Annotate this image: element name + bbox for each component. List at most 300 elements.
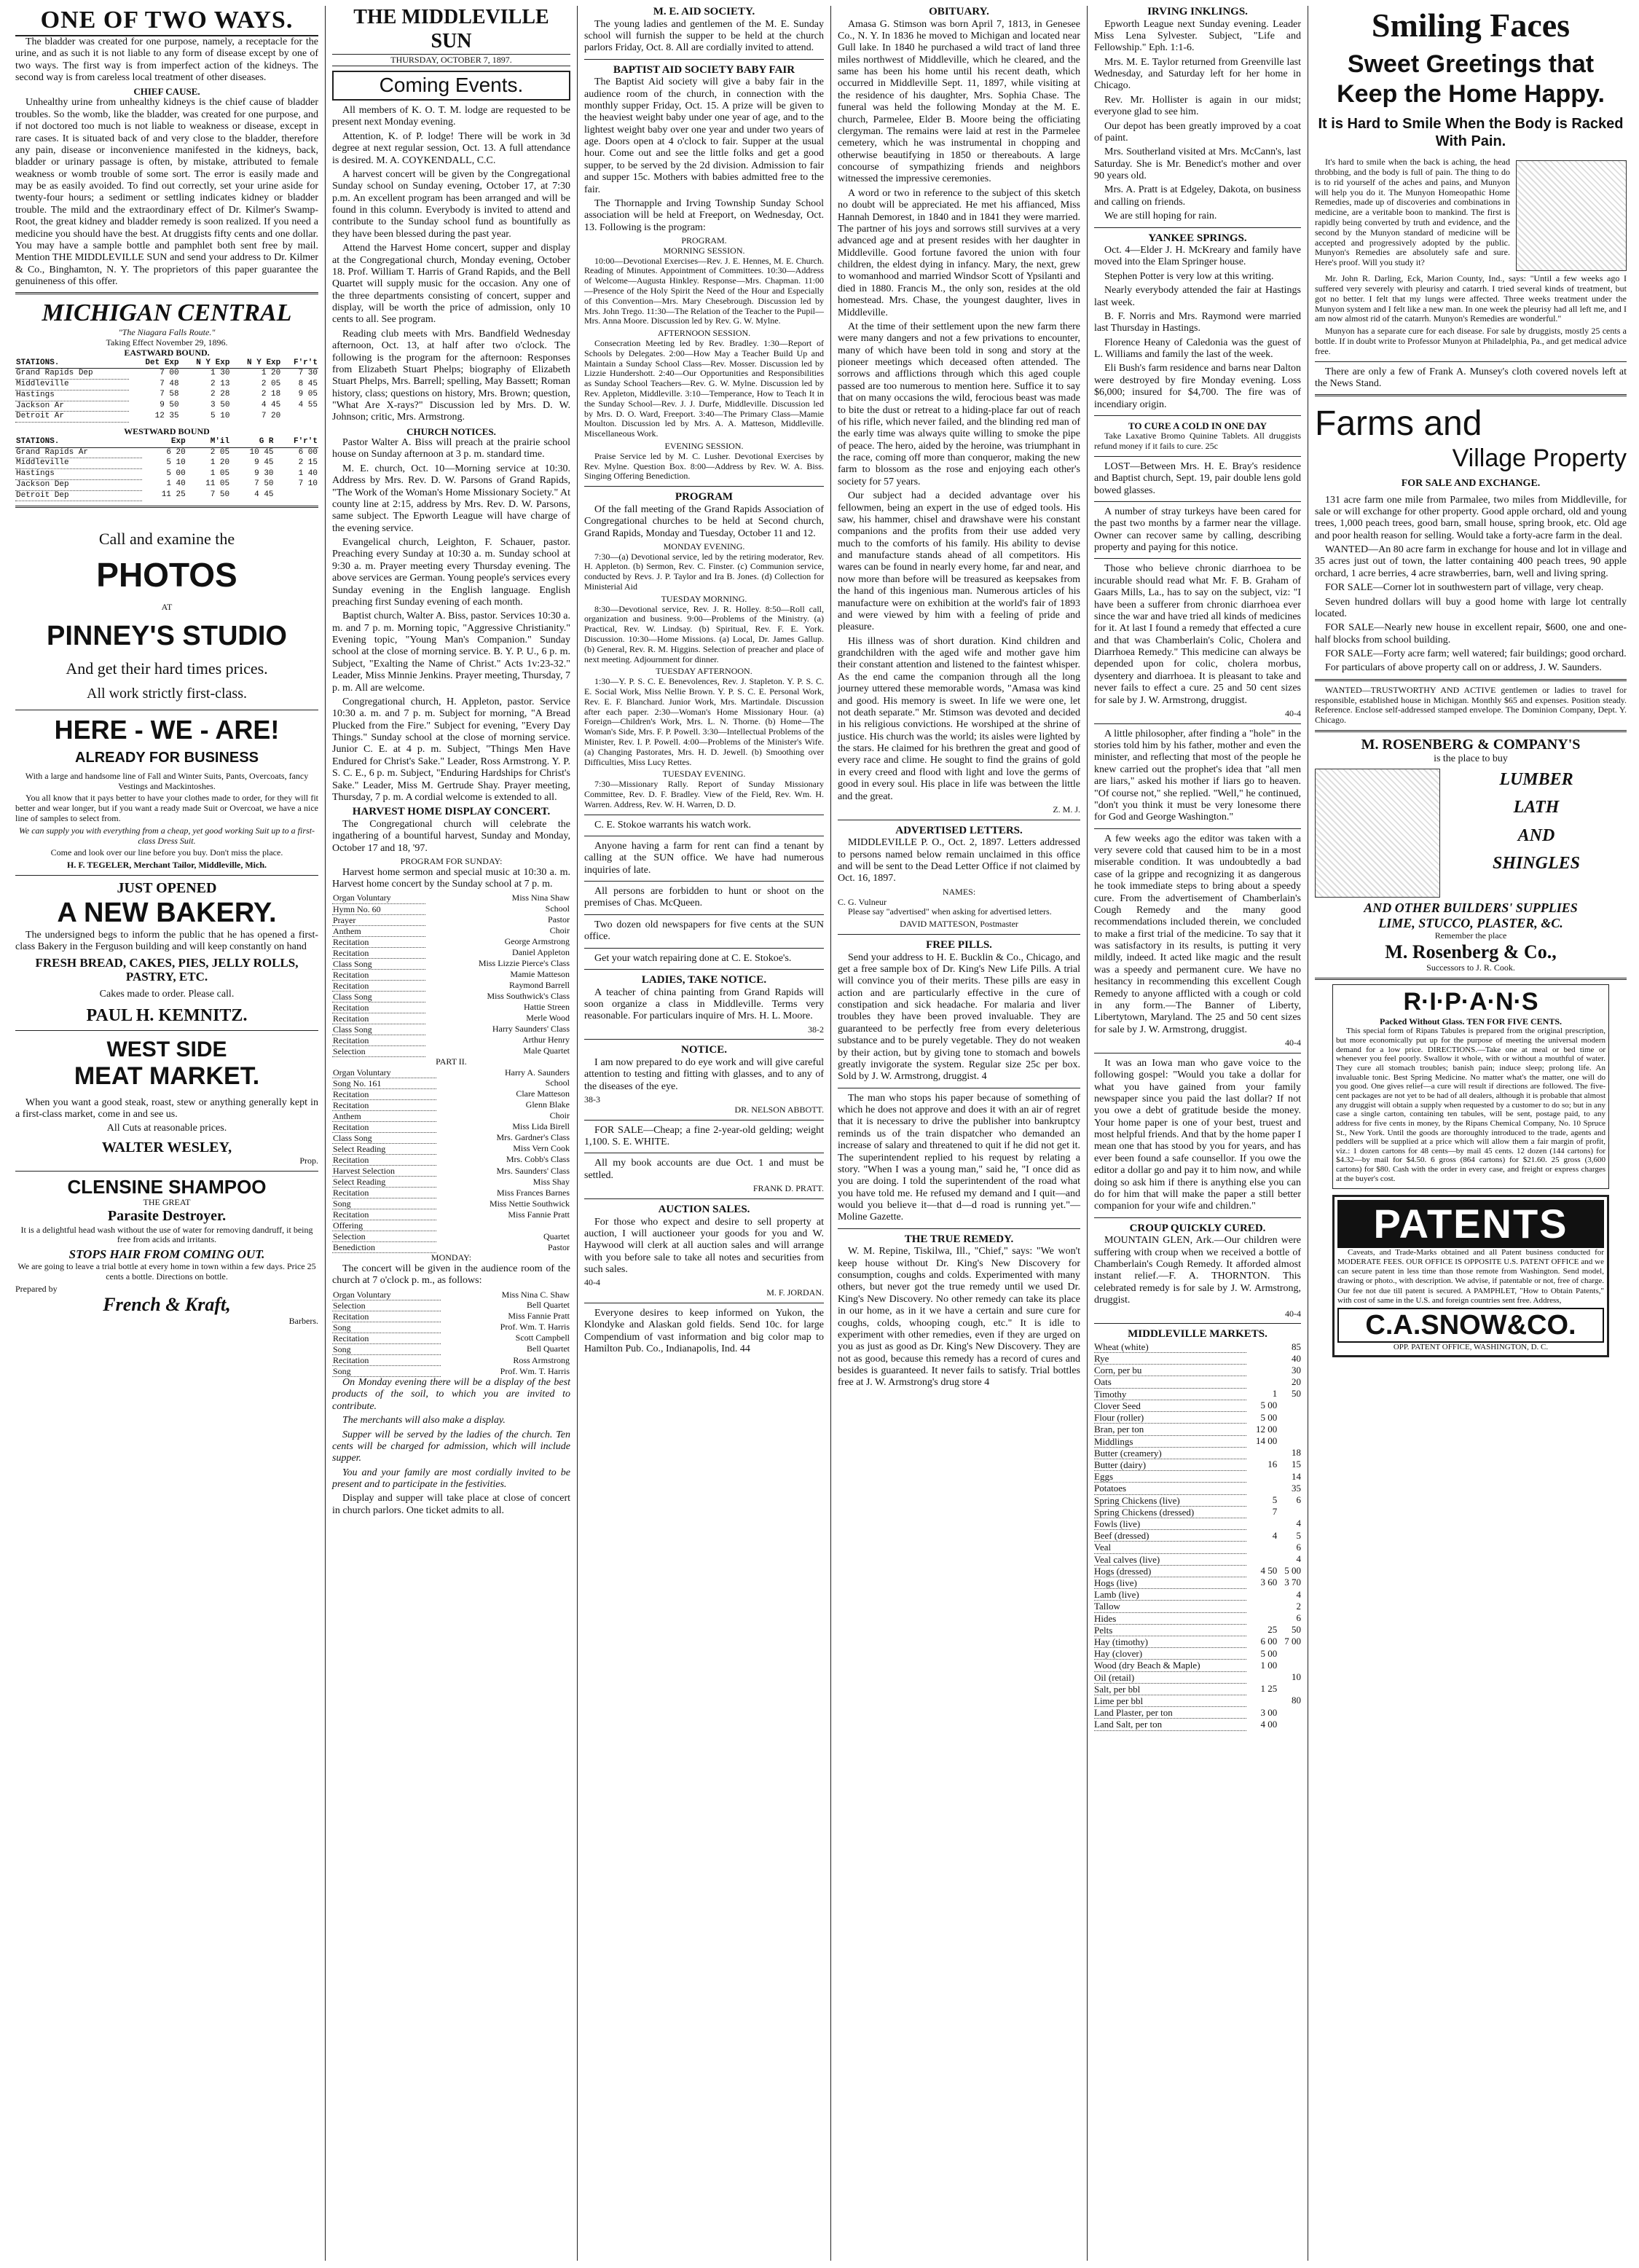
program-row xyxy=(332,914,570,925)
table-cell xyxy=(1277,1660,1301,1671)
subheading: PROGRAM. xyxy=(681,235,727,246)
table-cell: 1 00 xyxy=(1260,1659,1278,1671)
paragraph: A few weeks ago the editor was taken with a very severe cold that caused him to be in a most miserable condition. It was undoubtedly a bad case of la grippe and recognizing it as dangerous he took immediate steps to bring about a speedy cure. From the advertisement of Chamberlain's Cough Remedy and the many good recommendations included therein, we concluded to make a first trial of the medicine. To say that it was satisfactory in its results, is putting it very mildly, indeed. It acted like magic and the result was a speedy and permanent cure. We have no hesitancy in recommending this excellent Cough Remedy to anyone afflicted with a cough or cold in any form.—The Banner of Liberty, Libertytown, Maryland. The 25 and 50 cent sizes for sale by J. W. Armstrong, druggist. xyxy=(1094,833,1301,1035)
photo-ad-headline: PHOTOS xyxy=(96,556,237,595)
paragraph: The Thornapple and Irving Township Sunday School association will be held at Freeport, on Wednesday, Oct. 13. Following is the program: xyxy=(584,197,824,233)
table-cell: Hay (timothy) xyxy=(1094,1636,1246,1647)
shampoo-prepared: Prepared by xyxy=(15,1283,58,1294)
table-cell: 7 48 xyxy=(160,379,179,388)
paragraph: Our depot has been greatly improved by a coat of paint. xyxy=(1094,120,1301,144)
program-row xyxy=(332,1198,570,1209)
table-cell: Organ Voluntary xyxy=(332,1067,436,1078)
program-row xyxy=(332,1333,570,1343)
lumber-note: Remember the place xyxy=(1434,930,1507,941)
table-cell: Lamb (live) xyxy=(1094,1589,1246,1601)
table-cell: Mrs. Cobb's Class xyxy=(506,1154,570,1165)
subheading: CHURCH NOTICES. xyxy=(406,425,496,437)
paragraph: There are only a few of Frank A. Munsey's cloth covered novels left at the News Stand. xyxy=(1315,366,1627,389)
table-cell: 4 xyxy=(1296,1588,1301,1600)
table-cell: 5 00 xyxy=(1260,1400,1278,1411)
paragraph: M. E. church, Oct. 10—Morning service at 10:30. Address by Mrs. Rev. D. W. Parsons of Grand Rapids, "The Work of the Woman's Home Missionary Society." At county line at 2:15, address by Mrs. Rev. D. W. Parsons, same subject. The Epworth League will have charge of the evening service. xyxy=(332,463,570,534)
tailor-headline: HERE - WE - ARE! xyxy=(54,715,280,745)
table-cell: 25 xyxy=(1267,1624,1278,1636)
table-cell xyxy=(1246,1471,1277,1483)
program-row xyxy=(332,1002,570,1013)
shampoo-kicker: THE GREAT xyxy=(143,1197,191,1208)
tailor-signature: H. F. TEGELER, Merchant Tailor, Middleville, Mich. xyxy=(66,860,267,871)
subheading: TUESDAY AFTERNOON. xyxy=(656,666,752,677)
subheading: AUCTION SALES. xyxy=(658,1204,750,1216)
lumber-item: AND xyxy=(1517,825,1555,845)
column-1 xyxy=(9,6,325,2261)
table-cell: Butter (creamery) xyxy=(1094,1447,1246,1459)
market-owner: WALTER WESLEY, xyxy=(101,1139,232,1155)
table-cell xyxy=(1246,1365,1277,1376)
table-cell: Recitation xyxy=(332,1121,436,1132)
table-cell xyxy=(1246,1612,1277,1624)
paragraph: The concert will be given in the audience room of the church at 7 o'clock p. m., as follows: xyxy=(332,1263,570,1287)
table-cell xyxy=(1246,1376,1277,1388)
table-cell xyxy=(1246,1671,1277,1683)
shampoo-tagline: STOPS HAIR FROM COMING OUT. xyxy=(68,1247,265,1262)
market-row xyxy=(1094,1695,1301,1706)
paragraph: Eli Bush's farm residence and barns near Dalton were destroyed by fire Monday evening. Loss $6,000; insured for $4,700. The fire was of incendiary origin. xyxy=(1094,363,1301,410)
subheading: TUESDAY MORNING. xyxy=(661,593,747,604)
table-cell: Song xyxy=(332,1343,441,1354)
paragraph: It is a delightful head wash without the use of water for removing dandruff, it being free from acids and irritants. xyxy=(20,1224,313,1245)
table-cell xyxy=(1246,1341,1277,1353)
notice-code: 38-3 xyxy=(584,1094,600,1105)
paragraph: Everyone desires to keep informed on Yukon, the Klondyke and Alaskan gold fields. Send 10c. for large Compendium of vast information and big color map to Hamilton Pub. Co., Indianapolis, Ind. 44 xyxy=(584,1308,824,1355)
column-header: N Y Exp xyxy=(180,358,231,369)
table-cell: 5 00 xyxy=(1284,1565,1301,1577)
table-cell xyxy=(1246,1589,1277,1601)
paragraph: All members of K. O. T. M. lodge are requested to be present next Monday evening. xyxy=(332,105,570,128)
paragraph: Oct. 4—Elder J. H. McKreary and family have moved into the Elam Springer house. xyxy=(1094,245,1301,268)
table-cell: 6 00 xyxy=(1260,1636,1278,1647)
program-row xyxy=(332,903,570,914)
notice-code: 38-2 xyxy=(808,1024,824,1035)
program-row xyxy=(332,1035,570,1045)
table-cell: Beef (dressed) xyxy=(1094,1530,1246,1542)
paragraph: Our subject had a decided advantage over his fellowmen, being an expert in the use of edged tools. His saw, his hammer, chisel and drawshave were his constant companions and the profits from their use added very much to the comforts of his family. His ability to devise and manufacture stands ahead of all competitors. His wares can be found in nearly every home, far and near, and now more than before will be treasured as keepsakes from the hand of this ingenious man. Numerous articles of his manufacture were on exhibition at the world's fair of 1893 and were viewed by him with a feeling of pride and pleasure. xyxy=(838,490,1080,633)
paragraph: When you want a good steak, roast, stew or anything generally kept in a first-class market, come in and see us. xyxy=(15,1096,318,1121)
paragraph: On Monday evening there will be a display of the best products of the soil, to which you are invited to contribute. xyxy=(332,1377,570,1412)
paragraph: We can supply you with everything from a cheap, yet good working Suit up to a first-class Dress Suit. xyxy=(18,825,315,846)
table-cell: 30 xyxy=(1292,1364,1301,1376)
paragraph: The bladder was created for one purpose, namely, a receptacle for the urine, and as such it is not liable to any form of disease except by one of two ways. The first way is from imperfect action of the kidneys. The second way is from careless local treatment of other diseases. xyxy=(15,36,318,83)
table-cell: Timothy xyxy=(1094,1388,1246,1400)
table-cell: Miss Fannie Pratt xyxy=(508,1209,570,1220)
program-row xyxy=(332,1322,570,1333)
paragraph: We are still hoping for rain. xyxy=(1104,211,1217,222)
program-row xyxy=(332,925,570,936)
paragraph: Reading club meets with Mrs. Bandfield Wednesday afternoon, Oct. 13, at half after two o'clock. The following is the program for the afternoon: Responses from Elizabeth Stuart Phelps; biography of Elizabeth Stuart Phelps, Mrs. Barrell; spelling, May Bassett; Roman history, class; questions on history, Mrs. Brown; question, "What Are X-rays?" Discussion led by Mrs. D. W. Johnson; critic, Mrs. Armstrong. xyxy=(332,328,570,423)
signature: Z. M. J. xyxy=(1053,804,1080,815)
table-cell: Harvest Selection xyxy=(332,1166,436,1177)
table-cell: 7 30 xyxy=(298,369,318,378)
program-row xyxy=(332,1078,570,1088)
table-cell: 16 xyxy=(1267,1459,1278,1470)
timetable-row xyxy=(15,380,318,391)
table-cell: 7 10 xyxy=(298,479,318,489)
paragraph: Mr. John R. Darling, Eck, Marion County, Ind., says: "Until a few weeks ago I suffered very severely with pleurisy and catarrh. I tried several kinds of treatment, but got no better. I felt that my lungs were affected. Three weeks treatment under the Munyon system and I felt like a new man. In one week the pleurisy had all left me, and I am now almost rid of the catarrh. Munyon's Remedies are wonderful." xyxy=(1315,273,1627,324)
market-row xyxy=(1094,1459,1301,1470)
masthead: THE MIDDLEVILLE SUN xyxy=(353,6,549,52)
table-cell: 4 45 xyxy=(261,401,281,410)
program-row xyxy=(332,969,570,980)
program-row xyxy=(332,1209,570,1220)
paragraph: All persons are forbidden to hunt or shoot on the premises of Chas. McQueen. xyxy=(584,886,824,909)
table-cell: 14 xyxy=(1292,1470,1301,1482)
paragraph: The man who stops his paper because of something of which he does not approve and does it with an air of regret that it is necessary to drive the publisher into bankruptcy reminds us of the train dispatcher who demanded an increase of salary and threatened to quit if he did not get it. The superintendent replied to his request by relating a story. "When I was a young man," said he, "I once did as you are doing. I told the superintendent of the road what you have told me. He refused my demand and I quit—and would you believe it—that d—d road is running yet."—Moline Gazette. xyxy=(838,1092,1080,1223)
lumber-item: LATH xyxy=(1513,798,1560,817)
subheading: ADVERTISED LETTERS. xyxy=(895,824,1023,836)
railroad-subtitle: "The Niagara Falls Route." xyxy=(118,327,216,338)
lumber-supplies: LIME, STUCCO, PLASTER, &C. xyxy=(1378,915,1563,930)
table-cell: 5 10 xyxy=(166,458,186,467)
table-cell xyxy=(1246,1447,1277,1459)
table-cell: 1 20 xyxy=(210,458,230,467)
table-cell: 4 00 xyxy=(1260,1718,1278,1730)
table-cell: 9 45 xyxy=(254,458,274,467)
section-title: Coming Events. xyxy=(332,71,570,101)
table-cell: Class Song xyxy=(332,991,425,1002)
table-cell: Recitation xyxy=(332,969,425,980)
paragraph: A harvest concert will be given by the Congregational Sunday school on Sunday evening, October 17, at 7:30 p.m. An excellent program has been arranged and will be found in this column. Everybody is invited to attend and contribute to the Sunday school fund as bountifully as they have been blessed during the past year. xyxy=(332,168,570,240)
subheading: MORNING SESSION. xyxy=(663,245,745,256)
munyon-headline: Smiling Faces xyxy=(1371,7,1571,44)
table-cell: Land Plaster, per ton xyxy=(1094,1707,1246,1719)
market-row xyxy=(1094,1660,1301,1671)
table-cell: Recitation xyxy=(332,1188,436,1198)
paragraph: FOR SALE—Nearly new house in excellent repair, $600, one and one-half blocks from school building. xyxy=(1315,622,1627,646)
program-row xyxy=(332,1067,570,1078)
subheading: EVENING SESSION. xyxy=(664,441,744,452)
program-row xyxy=(332,1088,570,1099)
table-cell: Pelts xyxy=(1094,1624,1246,1636)
table-cell: 5 10 xyxy=(211,411,230,420)
table-cell: Grand Rapids Dep xyxy=(15,369,129,380)
paragraph: Florence Heany of Caledonia was the guest of L. Williams and family the last of the week. xyxy=(1094,337,1301,361)
table-cell: Recitation xyxy=(332,1311,441,1322)
table-cell: 85 xyxy=(1292,1341,1301,1352)
program-row xyxy=(332,1024,570,1035)
table-cell: 1 30 xyxy=(211,369,230,378)
paragraph: Munyon has a separate cure for each disease. For sale by druggists, mostly 25 cents a bottle. If in doubt write to Professor Munyon at Philadelphia, Pa., and get medical advice free. xyxy=(1315,326,1627,356)
market-row xyxy=(1094,1341,1301,1353)
program-row xyxy=(332,1188,570,1198)
subheading: LADIES, TAKE NOTICE. xyxy=(641,973,767,986)
table-cell: 11 25 xyxy=(161,490,186,500)
timetable-row xyxy=(15,490,318,501)
photo-ad-at: AT xyxy=(161,601,173,612)
paragraph: Come and look over our line before you buy. Don't miss the place. xyxy=(50,847,283,858)
column-header: F'r't xyxy=(275,437,318,447)
table-cell: Choir xyxy=(549,1110,570,1121)
column-4 xyxy=(831,6,1087,2261)
subheading: NAMES: xyxy=(942,886,976,897)
table-cell: Veal xyxy=(1094,1542,1246,1553)
table-cell: 2 15 xyxy=(298,458,318,467)
bakery-kicker: JUST OPENED xyxy=(117,880,217,897)
table-cell: Recitation xyxy=(332,936,425,947)
market-prices-table xyxy=(1094,1341,1301,1731)
shampoo-headline: CLENSINE SHAMPOO xyxy=(67,1175,267,1198)
subheading: IRVING INKLINGS. xyxy=(1147,6,1248,17)
column-5 xyxy=(1088,6,1308,2261)
table-cell: Recitation xyxy=(332,1035,425,1045)
program-row xyxy=(332,1143,570,1154)
table-cell: 3 60 xyxy=(1260,1577,1278,1588)
table-cell xyxy=(1277,1707,1301,1719)
table-cell: 80 xyxy=(1292,1695,1301,1706)
lumber-supplies: AND OTHER BUILDERS' SUPPLIES xyxy=(1364,900,1578,915)
table-header xyxy=(15,437,318,447)
table-cell: Bell Quartet xyxy=(527,1343,570,1354)
program-row xyxy=(332,1231,570,1242)
subheading: YANKEE SPRINGS. xyxy=(1148,232,1247,244)
paragraph: I am now prepared to do eye work and will give careful attention to testing and fitting with glasses, and to any of the diseases of the eye. xyxy=(584,1057,824,1092)
market-row xyxy=(1094,1494,1301,1506)
bakery-items: FRESH BREAD, CAKES, PIES, JELLY ROLLS, PASTRY, ETC. xyxy=(35,955,299,984)
table-cell: 9 05 xyxy=(298,390,318,399)
table-cell: Middleville xyxy=(15,458,142,469)
table-cell: Miss Lida Birell xyxy=(512,1121,570,1132)
table-cell: 2 05 xyxy=(261,379,281,388)
table-cell: Hogs (live) xyxy=(1094,1577,1246,1588)
table-cell: 4 55 xyxy=(298,401,318,410)
table-cell: Oats xyxy=(1094,1376,1246,1388)
subheading: THE TRUE REMEDY. xyxy=(904,1233,1014,1245)
table-cell: 1 20 xyxy=(261,369,281,378)
table-cell: Select Reading xyxy=(332,1143,436,1154)
baker-name: PAUL H. KEMNITZ. xyxy=(86,1005,248,1025)
table-cell: Hymn No. 60 xyxy=(332,903,425,914)
market-row xyxy=(1094,1671,1301,1683)
table-cell: 11 05 xyxy=(205,479,230,489)
program-row xyxy=(332,958,570,969)
paragraph: Display and supper will take place at close of concert in church parlors. One ticket admits to all. xyxy=(332,1493,570,1516)
table-cell: Raymond Barrell xyxy=(509,980,570,991)
table-cell: 5 00 xyxy=(1260,1647,1278,1659)
notice-signature: M. F. JORDAN. xyxy=(766,1287,824,1298)
table-cell: Spring Chickens (dressed) xyxy=(1094,1506,1246,1518)
program-row xyxy=(332,1343,570,1354)
masthead-date: THURSDAY, OCTOBER 7, 1897. xyxy=(332,54,570,67)
table-cell: Hastings xyxy=(15,469,142,480)
subheading: TUESDAY EVENING. xyxy=(662,769,746,780)
ripans-headline: R·I·P·A·N·S xyxy=(1403,987,1538,1016)
program-row xyxy=(332,1166,570,1177)
subheading: FREE PILLS. xyxy=(926,938,992,951)
table-cell: Jackson Ar xyxy=(15,401,129,412)
table-cell: 50 xyxy=(1292,1624,1301,1636)
paragraph: Stephen Potter is very low at this writing. xyxy=(1104,270,1274,282)
bakery-note: Cakes made to order. Please call. xyxy=(99,989,235,1000)
market-row xyxy=(1094,1353,1301,1365)
table-cell: School xyxy=(545,1078,570,1088)
table-cell: Miss Vern Cook xyxy=(513,1143,570,1154)
market-row xyxy=(1094,1412,1301,1424)
market-row xyxy=(1094,1577,1301,1588)
paragraph: You and your family are most cordially invited to be present and to participate in the festivities. xyxy=(332,1467,570,1491)
table-cell: Hattie Streen xyxy=(524,1002,570,1013)
table-cell: 18 xyxy=(1292,1447,1301,1459)
table-cell: 1 40 xyxy=(298,468,318,478)
postmaster: DAVID MATTESON, Postmaster xyxy=(900,919,1018,930)
market-row xyxy=(1094,1542,1301,1553)
paragraph: Amasa G. Stimson was born April 7, 1813, in Genesee Co., N. Y. In 1836 he moved to Michigan and located near Gull lake. In 1840 he purchased a wild tract of land three miles northwest of Middleville, which he cleared, and the same has been his home until his recent death, which occurred in Middleville Sept. 11, 1897, while visiting at the residence of his daughter, Mrs. Sophia Chase. The funeral was held the following Monday at the M. E. church, Parmelee, Elder B. Moore being the officiating clergyman. The remains were laid at rest in the Parmelee cemetery, which he was instrumental in chopping and otherwise beautifying in 1850 or thereabouts. A large concourse of sympathizing friends and neighbors witnessed the impressive ceremonies. xyxy=(838,18,1080,185)
photo-ad-work: All work strictly first-class. xyxy=(87,685,247,702)
table-cell: Miss Lizzie Pierce's Class xyxy=(478,958,570,969)
timetable-row xyxy=(15,479,318,490)
table-cell: Mrs. Gardner's Class xyxy=(496,1132,570,1143)
column-header: Exp xyxy=(142,437,186,447)
table-cell: Scott Campbell xyxy=(515,1333,570,1343)
program-row xyxy=(332,1013,570,1024)
paragraph: The young ladies and gentlemen of the M. E. Sunday school will furnish the supper to be held at the church parlors Friday, Oct. 8. All are cordially invited to attend. xyxy=(584,18,824,54)
ad-title: ONE OF TWO WAYS. xyxy=(15,6,318,36)
patents-address: OPP. PATENT OFFICE, WASHINGTON, D. C. xyxy=(1393,1343,1549,1352)
table-cell xyxy=(436,1220,570,1231)
column-header: N Y Exp xyxy=(230,358,281,369)
subheading: MONDAY EVENING. xyxy=(663,541,745,552)
table-cell: 7 xyxy=(1272,1506,1278,1518)
paragraph: Harvest home sermon and special music at 10:30 a. m. Harvest home concert by the Sunday school at 7 p. m. xyxy=(332,866,570,890)
paragraph: Evangelical church, Leighton, F. Schauer, pastor. Preaching every Sunday at 10:30 a. m. Sunday school at 9:30 a. m. Prayer meeting every Thursday evening. The above services are German. Young people's services every Sunday evening in the English language. English preaching first Sunday evening of each month. xyxy=(332,537,570,608)
farms-headline: Farms and xyxy=(1315,404,1482,444)
studio-name: PINNEY'S STUDIO xyxy=(47,620,287,651)
paragraph: C. E. Stokoe warrants his watch work. xyxy=(594,819,752,831)
table-cell: 9 50 xyxy=(160,401,179,410)
munyon-subheadline: Sweet Greetings that Keep the Home Happy. xyxy=(1337,50,1605,108)
paragraph: A little philosopher, after finding a "hole" in the stories told him by his father, mother and even the minister, and reflecting that most of the people he knew carried out the prophet's idea that "all men are liars," asked his mother if liars go to heaven. "Of course not," she replied. "Well," he continued, "don't you think it must be very lonesome there for God and George Washington." xyxy=(1094,728,1301,823)
table-cell: Recitation xyxy=(332,1355,441,1366)
subheading: NOTICE. xyxy=(681,1044,727,1056)
notice-code: 40-4 xyxy=(584,1277,600,1288)
table-cell: 50 xyxy=(1292,1388,1301,1400)
table-cell: George Armstrong xyxy=(504,936,570,947)
market-row xyxy=(1094,1719,1301,1730)
table-cell: 6 00 xyxy=(298,447,318,457)
market-row xyxy=(1094,1707,1301,1719)
timetable-row xyxy=(15,447,318,458)
lumber-company: M. Rosenberg & Co., xyxy=(1385,941,1557,962)
paragraph: Anyone having a farm for rent can find a tenant by calling at the SUN office. We have had numerous inquiries of late. xyxy=(584,840,824,876)
lumber-headline: M. ROSENBERG & COMPANY'S xyxy=(1361,737,1581,753)
table-cell: Organ Voluntary xyxy=(332,1290,441,1300)
program-row xyxy=(332,1121,570,1132)
table-cell: Clare Matteson xyxy=(516,1088,570,1099)
market-row xyxy=(1094,1683,1301,1695)
market-row xyxy=(1094,1601,1301,1612)
paragraph: B. F. Norris and Mrs. Raymond were married last Thursday in Hastings. xyxy=(1094,310,1301,334)
tailor-subheadline: ALREADY FOR BUSINESS xyxy=(75,750,259,766)
photo-ad-line: Call and examine the xyxy=(98,530,235,549)
program-row xyxy=(332,1366,570,1377)
table-cell xyxy=(1277,1683,1301,1695)
table-cell: Wood (dry Beach & Maple) xyxy=(1094,1660,1246,1671)
subheading: MONDAY: xyxy=(431,1252,472,1263)
paragraph: Seven hundred dollars will buy a good home with large lot centrally located. xyxy=(1315,596,1627,619)
program-row xyxy=(332,1099,570,1110)
program-row xyxy=(332,980,570,991)
table-cell: Recitation xyxy=(332,980,425,991)
table-cell: Merle Wood xyxy=(526,1013,570,1024)
table-cell: 4 xyxy=(1296,1553,1301,1565)
table-cell: Mrs. Saunders' Class xyxy=(496,1165,570,1176)
market-row xyxy=(1094,1447,1301,1459)
paragraph: Send your address to H. E. Bucklin & Co., Chicago, and get a free sample box of Dr. King's New Life Pills. A trial will convince you of their merits. These pills are easy in action and are particularly effective in the cure of constipation and sick headache. For malaria and liver troubles they have been proved invaluable. They are guaranteed to be perfectly free from every deleterious substance and to be purely vegetable. They do not weaken by their action, but by giving tone to stomach and bowels greatly invigorate the system. Regular size 25c per box. Sold by J. W. Armstrong, druggist. 4 xyxy=(838,951,1080,1083)
table-cell: Grand Rapids Ar xyxy=(15,447,142,458)
woman-illustration xyxy=(1516,160,1627,271)
table-cell: 14 00 xyxy=(1256,1435,1278,1446)
table-cell xyxy=(1277,1412,1301,1424)
table-cell: 7 58 xyxy=(160,390,179,399)
table-cell xyxy=(1277,1506,1301,1518)
table-cell: Male Quartet xyxy=(523,1045,570,1056)
paragraph: Of the fall meeting of the Grand Rapids Association of Congregational churches to be held at Second church, Grand Rapids, Monday and Tuesday, October 11 and 12. xyxy=(584,503,824,539)
market-headline: MEAT MARKET. xyxy=(74,1062,260,1090)
table-cell: Harry A. Saunders xyxy=(505,1067,570,1078)
letter-name: C. G. Vulneur xyxy=(838,896,887,907)
table-cell: 7 20 xyxy=(261,411,281,420)
lumber-item: SHINGLES xyxy=(1492,853,1581,873)
table-cell: Mamie Matteson xyxy=(510,969,570,980)
table-cell: Anthem xyxy=(332,925,425,936)
paragraph: It was an Iowa man who gave voice to the following gospel: "Would you take a dollar for what you have gained from your family newspaper since you paid the last dollar? If not you owe a debt of gratitude beside the money. Your home paper is one of your best, truest and most helpful friends. And that by the home paper I mean one that has stood by you for years, and has ever been found a safe counsellor. If you owe the editor a dollar go and pay it to him now, and while doing so ask him if there is anything else you can do for him that will make the paper a still better companion for your wife and children." xyxy=(1094,1057,1301,1212)
table-cell: 4 xyxy=(1272,1529,1278,1541)
subheading: TO CURE A COLD IN ONE DAY xyxy=(1128,420,1267,431)
table-cell: 4 xyxy=(1296,1518,1301,1529)
table-cell: Miss Nettie Southwick xyxy=(490,1198,570,1209)
market-kicker: WEST SIDE xyxy=(106,1037,227,1062)
table-cell xyxy=(1277,1435,1301,1447)
table-cell: 7 50 xyxy=(210,490,230,500)
table-cell: Bran, per ton xyxy=(1094,1424,1246,1435)
program-row xyxy=(332,1355,570,1366)
paragraph: Get your watch repairing done at C. E. Stokoe's. xyxy=(594,952,792,964)
table-cell: Salt, per bbl xyxy=(1094,1683,1246,1695)
table-cell: 5 00 xyxy=(166,468,186,478)
schedule: Consecration Meeting led by Rev. Bradley. 1:30—Report of Schools by Delegates. 2:00—How May a Teacher Build Up and Maintain a Sunday School Class—Rev. Mosser. Discussion led by Lizzie Hundershott. 2:40—Our Opportunities and Responsibilities as Sunday School Teachers—Rev. G. W. Mylne. Discussion led by Rev. Appleton, Middleville. 3:10—Temperance, How to Teach It in the Sunday School—Rev. J. J. Durfe, Middleville. Discussion led by Mrs. D. O. Ward, Freeport. 3:40—The Primary Class—Mamie Moulton. Discussion led by Mrs. A. A. Matteson, Middleville. Miscellaneous Work. xyxy=(584,338,824,439)
market-row xyxy=(1094,1483,1301,1494)
table-cell xyxy=(1246,1542,1277,1553)
railroad-effective-date: Taking Effect November 29, 1896. xyxy=(106,337,228,348)
table-cell: Ross Armstrong xyxy=(513,1354,570,1365)
table-cell: Fowls (live) xyxy=(1094,1518,1246,1529)
table-cell: 35 xyxy=(1292,1482,1301,1494)
market-row xyxy=(1094,1565,1301,1577)
schedule: 7:30—Missionary Rally. Report of Sunday Missionary Committee, Rev. D. F. Bradley. View of the Field, Rev. Wm. H. Warren. Address, Rev. W. H. Warren, D. D. xyxy=(584,779,824,809)
table-cell: Oil (retail) xyxy=(1094,1671,1246,1683)
notice-code: 40-4 xyxy=(1285,1308,1301,1319)
paragraph: WANTED—TRUSTWORTHY AND ACTIVE gentlemen or ladies to travel for responsible, established house in Michigan. Monthly $65 and expenses. Position steady. Reference. Enclose self-addressed stamped envelope. The Dominion Company, Dept. Y. Chicago. xyxy=(1315,684,1627,726)
table-cell: 20 xyxy=(1292,1376,1301,1387)
program-row xyxy=(332,1177,570,1188)
paragraph: The Baptist Aid society will give a baby fair in the audience room of the church, in connection with the monthly supper Friday, Oct. 15. A prize will be given to the heaviest weight baby under one year of age, and to the lightest weight baby over one year and under two years of age. Doors open at 4 o'clock to fair. Supper at the usual hour. Come out and see the little folks and get a good supper, to be served by the 2d division. Admission to fair and supper 15c. Mothers with babies admitted free to the fair. xyxy=(584,76,824,195)
schedule: 1:30—Y. P. S. C. E. Benevolences, Rev. J. Stapleton. Y. P. S. C. E. Social Work, Miss Nellie Brown. Y. P. S. C. E. Personal Work, Rev. E. F. Blanchard. Junior Work, Mrs. Martindale. Discussion after each paper. 2:30—Woman's Home Missionary Hour. (a) Foreign—Children's Work, Mrs. L. N. Thorne. (b) Home—The Woman's Side, Mrs. F. P. Powell. 3:30—Intellectual Problems of the Minister, Rev. I. P. Powell. 4:00—Problems of the Minister's Wife. (a) Changing Pastorates, Mrs. H. D. Jewell. (b) Smoothing over Difficulties, Miss Lucy Rettes. xyxy=(584,676,824,767)
table-cell: Butter (dairy) xyxy=(1094,1459,1246,1470)
column-header: Det Exp xyxy=(129,358,180,369)
table-cell: Pastor xyxy=(548,1241,570,1252)
table-cell: Selection xyxy=(332,1045,425,1056)
table-cell: Recitation xyxy=(332,1333,441,1343)
table-cell: Song xyxy=(332,1198,436,1209)
program-row xyxy=(332,991,570,1002)
market-row xyxy=(1094,1388,1301,1400)
